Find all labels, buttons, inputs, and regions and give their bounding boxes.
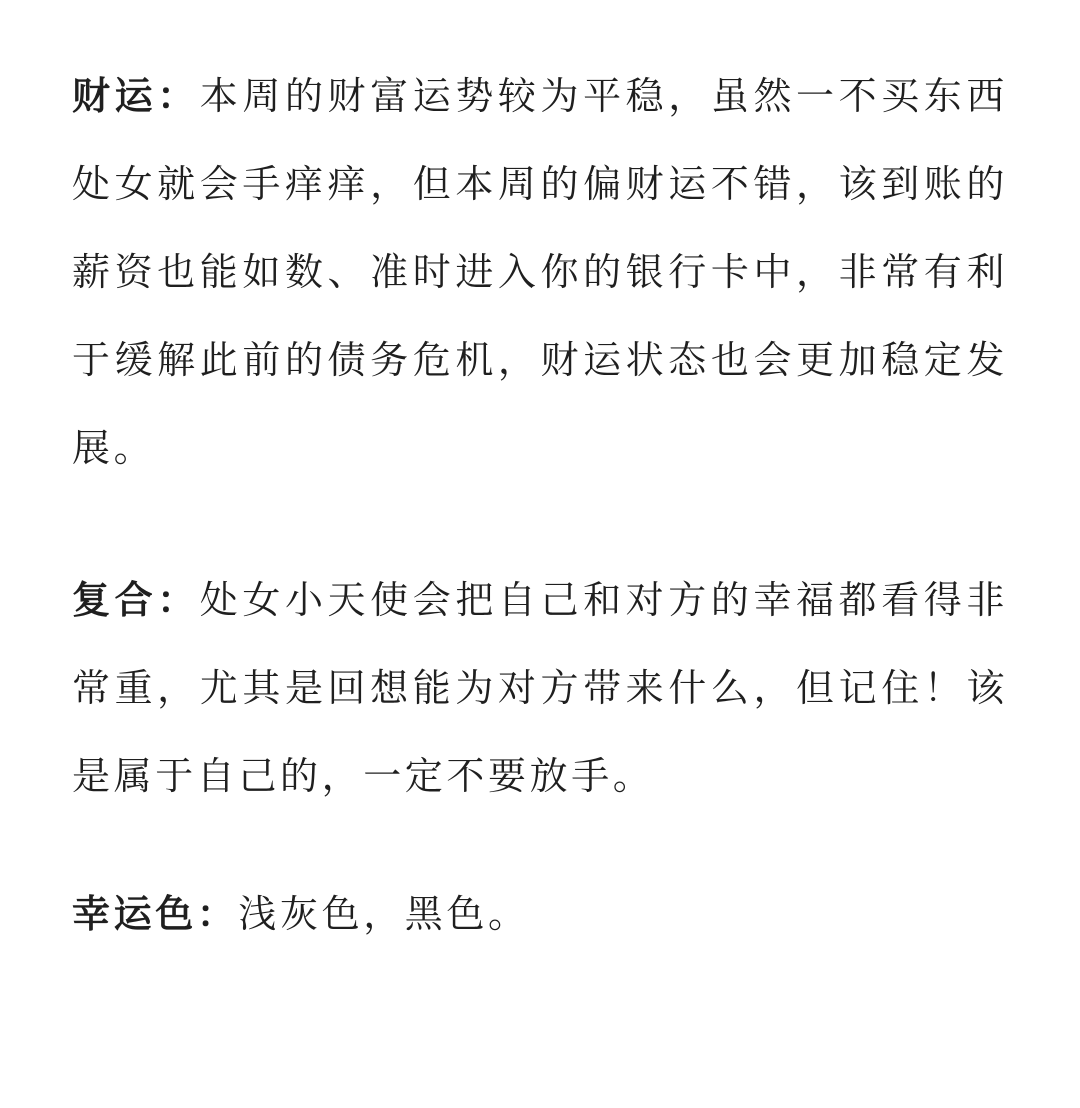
lucky-color-paragraph	[72, 870, 1008, 958]
lucky-color-text: 浅灰色，黑色。	[238, 892, 530, 936]
reunion-paragraph	[72, 556, 1008, 820]
wealth-label: 财运：	[72, 74, 200, 118]
wealth-paragraph	[72, 52, 1008, 492]
reunion-text: 处女小天使会把自己和对方的幸福都看得非常重，尤其是回想能为对方带来什么，但记住！该是属于自己的，一定不要放手。	[72, 578, 1008, 798]
horoscope-article	[72, 52, 1008, 958]
wealth-text: 本周的财富运势较为平稳，虽然一不买东西处女就会手痒痒，但本周的偏财运不错，该到账的薪资也能如数、准时进入你的银行卡中，非常有利于缓解此前的债务危机，财运状态也会更加稳定发展。	[72, 74, 1008, 470]
lucky-color-label: 幸运色：	[72, 892, 239, 936]
reunion-label: 复合：	[72, 578, 200, 622]
